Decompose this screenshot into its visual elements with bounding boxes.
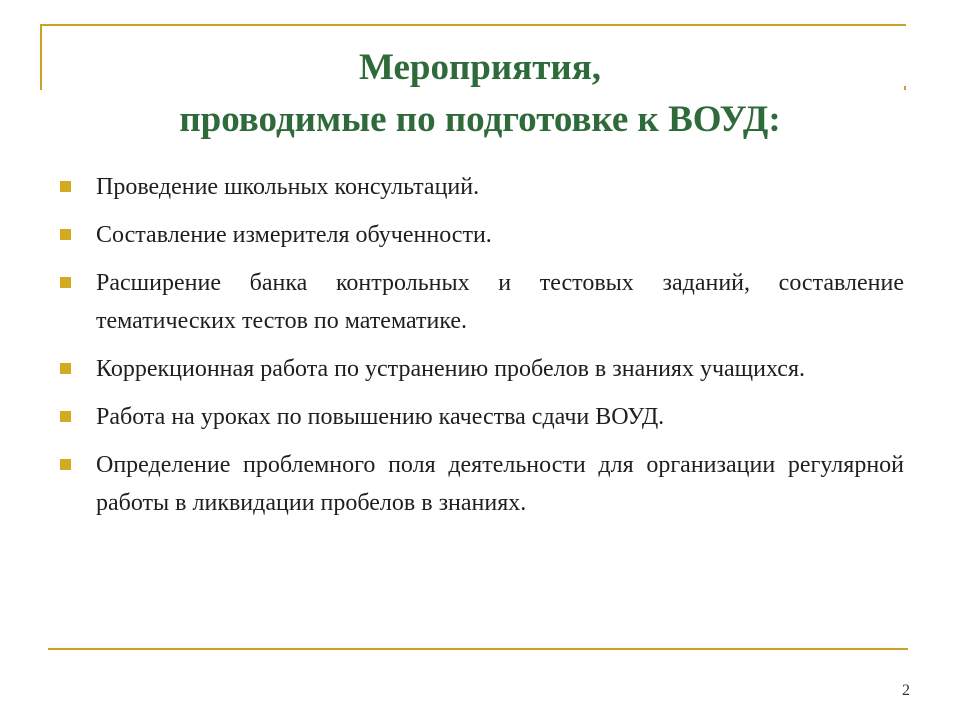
slide-title-line-2: проводимые по подготовке к ВОУД: (179, 99, 781, 140)
slide-title-line-1: Мероприятия, (359, 47, 601, 88)
slide-title (60, 42, 900, 146)
page-number: 2 (902, 682, 910, 699)
square-bullet-icon (60, 277, 71, 288)
frame-left-line (40, 24, 42, 90)
square-bullet-icon (60, 363, 71, 374)
bullet-item (58, 350, 904, 388)
bullet-item (58, 168, 904, 206)
bullet-list (58, 168, 904, 532)
bullet-text: Определение проблемного поля деятельности для организации регулярной работы в ликвидации пробелов в знаниях. (96, 452, 904, 516)
bullet-item (58, 398, 904, 436)
bullet-text: Составление измерителя обученности. (96, 222, 492, 248)
bullet-text: Проведение школьных консультаций. (96, 174, 480, 200)
frame-bottom-line (48, 648, 908, 650)
frame-right-tick (904, 86, 906, 90)
square-bullet-icon (60, 181, 71, 192)
square-bullet-icon (60, 229, 71, 240)
frame-top-line (40, 24, 906, 26)
square-bullet-icon (60, 411, 71, 422)
bullet-text: Работа на уроках по повышению качества сдачи ВОУД. (96, 404, 665, 430)
bullet-item (58, 264, 904, 340)
bullet-text: Коррекционная работа по устранению пробелов в знаниях учащихся. (96, 356, 805, 382)
square-bullet-icon (60, 459, 71, 470)
bullet-item (58, 446, 904, 522)
bullet-item (58, 216, 904, 254)
bullet-text: Расширение банка контрольных и тестовых заданий, составление тематических тестов по математике. (96, 270, 904, 334)
